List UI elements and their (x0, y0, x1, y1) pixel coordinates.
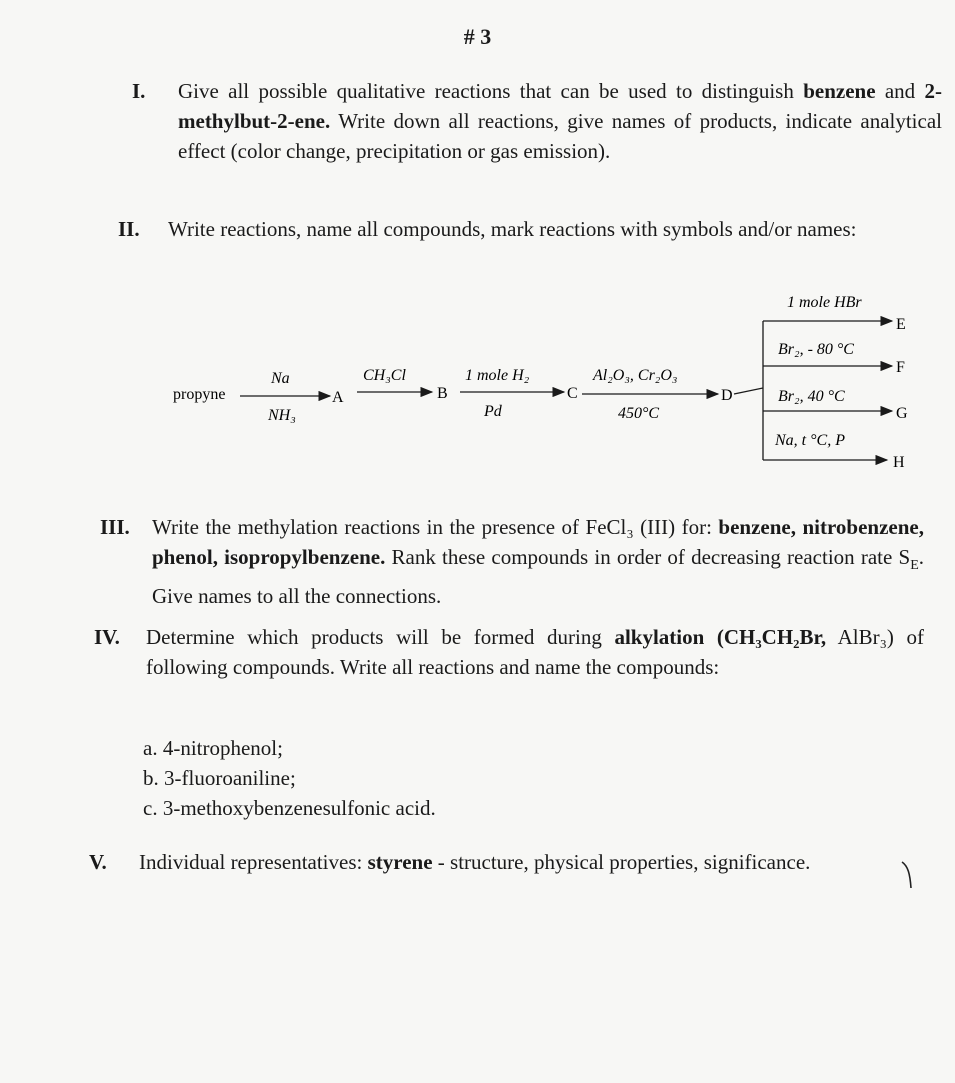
question-5 (89, 847, 899, 877)
question-1-number: I. (132, 79, 146, 103)
start-compound: propyne (173, 386, 226, 403)
branch-e-reagent: 1 mole HBr (787, 294, 862, 311)
branch-f-reagent: Br₂, - 80 °C (778, 341, 854, 358)
product-e: E (896, 316, 906, 333)
question-4-number: IV. (94, 625, 120, 649)
page-title: # 3 (463, 24, 492, 49)
question-2 (118, 214, 943, 244)
question-5-number: V. (89, 850, 107, 874)
product-g: G (896, 405, 908, 422)
question-1-text: Give all possible qualitative reactions that can be used to distinguish benzene and 2-methylbut-2-ene. Write down all reactions, give names of products, indicate analytical effect (color change, precipitation or gas emission). (178, 79, 942, 163)
question-4-text: Determine which products will be formed during alkylation (CH₃CH₂Br, AlBr₃) of following compounds. Write all reactions and name the compounds: (146, 625, 924, 679)
list-item: b. 3-fluoroaniline; (143, 766, 296, 790)
step3-bottom-reagent: Pd (484, 403, 502, 420)
step2-top-reagent: CH₃Cl (363, 367, 406, 384)
list-item: a. 4-nitrophenol; (143, 736, 283, 760)
branch-g-reagent: Br₂, 40 °C (778, 388, 845, 405)
reaction-scheme (0, 288, 955, 488)
product-f: F (896, 359, 905, 376)
step4-bottom-reagent: 450°C (618, 405, 660, 422)
step3-top-reagent: 1 mole H₂ (465, 367, 530, 384)
step1-bottom-reagent: NH₃ (268, 407, 296, 424)
product-h: H (893, 454, 905, 471)
step1-top-reagent: Na (271, 370, 290, 387)
question-3 (100, 512, 924, 611)
question-1 (132, 76, 942, 166)
branch-h-reagent: Na, t °C, P (775, 432, 845, 449)
product-d: D (721, 387, 733, 404)
question-2-text: Write reactions, name all compounds, mark reactions with symbols and/or names: (168, 217, 857, 241)
step4-top-reagent: Al₂O₃, Cr₂O₃ (593, 367, 678, 384)
product-b: B (437, 385, 448, 402)
question-4 (94, 622, 924, 682)
compound-list (143, 733, 436, 823)
question-3-number: III. (100, 515, 130, 539)
product-c: C (567, 385, 578, 402)
product-a: A (332, 389, 344, 406)
question-5-text: Individual representatives: styrene - structure, physical properties, significance. (139, 850, 811, 874)
list-item: c. 3-methoxybenzenesulfonic acid. (143, 796, 436, 820)
question-3-text: Write the methylation reactions in the presence of FeCl₃ (III) for: benzene, nitrobenzene, phenol, isopropylbenzene. Rank these compounds in order of decreasing reaction rate $S_E$. Give names to all the connections. (152, 515, 924, 609)
pen-mark-icon (900, 860, 914, 890)
question-2-number: II. (118, 217, 140, 241)
branch-connector (734, 388, 763, 394)
